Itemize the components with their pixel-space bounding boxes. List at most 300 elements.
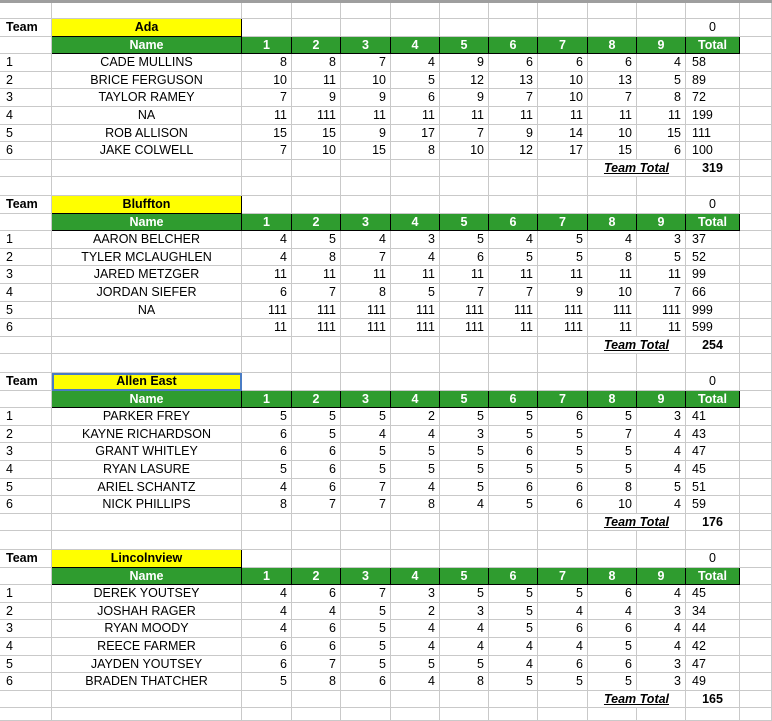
hole-score[interactable]: 8	[242, 496, 292, 514]
player-number[interactable]: 1	[0, 408, 52, 426]
player-name[interactable]: NICK PHILLIPS	[52, 496, 242, 514]
empty-cell[interactable]	[740, 142, 772, 160]
hole-score[interactable]: 5	[341, 443, 391, 461]
hole-score[interactable]: 9	[538, 284, 588, 302]
empty-cell[interactable]	[440, 337, 489, 355]
hole-score[interactable]: 4	[588, 231, 637, 249]
team-label[interactable]: Team	[0, 550, 52, 568]
hole-score[interactable]: 5	[588, 408, 637, 426]
empty-cell[interactable]	[242, 550, 292, 568]
hole-score[interactable]: 5	[292, 408, 341, 426]
hole-score[interactable]: 6	[538, 496, 588, 514]
empty-cell[interactable]	[391, 514, 440, 532]
hole-score[interactable]: 4	[637, 461, 686, 479]
empty-cell[interactable]	[292, 550, 341, 568]
team-total-value[interactable]: 165	[686, 691, 740, 709]
empty-cell[interactable]	[0, 354, 52, 373]
empty-cell[interactable]	[740, 426, 772, 444]
player-number[interactable]: 1	[0, 585, 52, 603]
hole-score[interactable]: 5	[292, 231, 341, 249]
empty-cell[interactable]	[391, 3, 440, 19]
hole-score[interactable]: 11	[341, 266, 391, 284]
player-number[interactable]: 4	[0, 638, 52, 656]
empty-cell[interactable]	[391, 550, 440, 568]
hole-header-7[interactable]: 7	[538, 214, 588, 232]
hole-score[interactable]: 8	[637, 89, 686, 107]
empty-cell[interactable]	[740, 54, 772, 72]
team-name-cell[interactable]: Bluffton	[52, 196, 242, 214]
empty-cell[interactable]	[341, 177, 391, 196]
empty-cell[interactable]	[52, 160, 242, 178]
empty-cell[interactable]	[740, 408, 772, 426]
hole-score[interactable]: 7	[637, 284, 686, 302]
hole-score[interactable]: 3	[637, 673, 686, 691]
name-header[interactable]: Name	[52, 391, 242, 409]
empty-cell[interactable]	[0, 708, 52, 721]
hole-score[interactable]: 5	[440, 479, 489, 497]
player-total[interactable]: 199	[686, 107, 740, 125]
hole-score[interactable]: 4	[242, 585, 292, 603]
empty-cell[interactable]	[52, 691, 242, 709]
empty-cell[interactable]	[0, 3, 52, 19]
empty-cell[interactable]	[588, 19, 637, 37]
empty-cell[interactable]	[391, 708, 440, 721]
empty-cell[interactable]	[440, 3, 489, 19]
empty-cell[interactable]	[637, 550, 686, 568]
empty-cell[interactable]	[538, 708, 588, 721]
empty-cell[interactable]	[637, 19, 686, 37]
empty-cell[interactable]	[440, 550, 489, 568]
empty-cell[interactable]	[341, 19, 391, 37]
hole-score[interactable]: 10	[538, 72, 588, 90]
hole-score[interactable]: 4	[391, 638, 440, 656]
player-name[interactable]: KAYNE RICHARDSON	[52, 426, 242, 444]
player-total[interactable]: 45	[686, 461, 740, 479]
empty-cell[interactable]	[52, 514, 242, 532]
empty-cell[interactable]	[538, 3, 588, 19]
player-name[interactable]: ARIEL SCHANTZ	[52, 479, 242, 497]
hole-score[interactable]: 7	[341, 54, 391, 72]
hole-header-9[interactable]: 9	[637, 214, 686, 232]
hole-score[interactable]: 4	[637, 426, 686, 444]
hole-score[interactable]: 2	[391, 408, 440, 426]
player-name[interactable]: AARON BELCHER	[52, 231, 242, 249]
hole-score[interactable]: 5	[391, 443, 440, 461]
hole-score[interactable]: 4	[341, 426, 391, 444]
hole-score[interactable]: 5	[489, 496, 538, 514]
hole-score[interactable]: 11	[242, 266, 292, 284]
hole-score[interactable]: 7	[242, 89, 292, 107]
player-name[interactable]: RYAN MOODY	[52, 620, 242, 638]
empty-cell[interactable]	[440, 373, 489, 391]
hole-score[interactable]: 111	[341, 302, 391, 320]
empty-cell[interactable]	[489, 708, 538, 721]
player-name[interactable]: RYAN LASURE	[52, 461, 242, 479]
empty-cell[interactable]	[686, 531, 740, 550]
hole-score[interactable]: 5	[341, 461, 391, 479]
hole-score[interactable]: 6	[292, 585, 341, 603]
hole-score[interactable]: 5	[588, 638, 637, 656]
empty-cell[interactable]	[440, 514, 489, 532]
hole-header-9[interactable]: 9	[637, 568, 686, 586]
empty-cell[interactable]	[538, 373, 588, 391]
empty-cell[interactable]	[489, 337, 538, 355]
hole-score[interactable]: 4	[391, 479, 440, 497]
hole-score[interactable]: 5	[440, 461, 489, 479]
hole-score[interactable]: 111	[440, 302, 489, 320]
empty-cell[interactable]	[341, 160, 391, 178]
hole-score[interactable]: 15	[341, 142, 391, 160]
hole-score[interactable]: 4	[341, 231, 391, 249]
player-number[interactable]: 4	[0, 107, 52, 125]
empty-cell[interactable]	[740, 603, 772, 621]
player-name[interactable]: JOSHAH RAGER	[52, 603, 242, 621]
hole-score[interactable]: 3	[391, 231, 440, 249]
player-total[interactable]: 51	[686, 479, 740, 497]
player-total[interactable]: 47	[686, 656, 740, 674]
team-total-value[interactable]: 319	[686, 160, 740, 178]
empty-cell[interactable]	[341, 531, 391, 550]
player-name[interactable]: JORDAN SIEFER	[52, 284, 242, 302]
hole-score[interactable]: 5	[588, 673, 637, 691]
player-number[interactable]: 6	[0, 673, 52, 691]
empty-cell[interactable]	[391, 196, 440, 214]
hole-score[interactable]: 5	[341, 638, 391, 656]
hole-score[interactable]: 4	[391, 249, 440, 267]
empty-cell[interactable]	[740, 391, 772, 409]
empty-cell[interactable]	[391, 19, 440, 37]
hole-score[interactable]: 5	[391, 72, 440, 90]
team-corner-value[interactable]: 0	[686, 550, 740, 568]
empty-cell[interactable]	[0, 568, 52, 586]
team-label[interactable]: Team	[0, 373, 52, 391]
player-total[interactable]: 45	[686, 585, 740, 603]
empty-cell[interactable]	[341, 354, 391, 373]
empty-cell[interactable]	[538, 177, 588, 196]
hole-score[interactable]: 5	[440, 443, 489, 461]
hole-score[interactable]: 5	[489, 426, 538, 444]
hole-header-2[interactable]: 2	[292, 214, 341, 232]
player-number[interactable]: 1	[0, 231, 52, 249]
empty-cell[interactable]	[740, 89, 772, 107]
total-header[interactable]: Total	[686, 214, 740, 232]
empty-cell[interactable]	[242, 354, 292, 373]
hole-score[interactable]: 5	[538, 673, 588, 691]
hole-score[interactable]: 5	[440, 408, 489, 426]
hole-score[interactable]: 11	[588, 319, 637, 337]
hole-header-8[interactable]: 8	[588, 214, 637, 232]
empty-cell[interactable]	[740, 479, 772, 497]
hole-header-1[interactable]: 1	[242, 391, 292, 409]
team-total-label[interactable]: Team Total	[588, 514, 686, 532]
empty-cell[interactable]	[0, 177, 52, 196]
player-number[interactable]: 6	[0, 319, 52, 337]
empty-cell[interactable]	[440, 531, 489, 550]
empty-cell[interactable]	[489, 160, 538, 178]
player-name[interactable]: ROB ALLISON	[52, 125, 242, 143]
hole-score[interactable]: 4	[637, 443, 686, 461]
player-name[interactable]: TAYLOR RAMEY	[52, 89, 242, 107]
hole-score[interactable]: 14	[538, 125, 588, 143]
hole-score[interactable]: 5	[538, 249, 588, 267]
hole-score[interactable]: 10	[588, 284, 637, 302]
hole-score[interactable]: 7	[341, 585, 391, 603]
player-number[interactable]: 2	[0, 426, 52, 444]
team-name-cell[interactable]: Allen East	[52, 373, 242, 391]
team-total-value[interactable]: 176	[686, 514, 740, 532]
player-total[interactable]: 58	[686, 54, 740, 72]
name-header[interactable]: Name	[52, 568, 242, 586]
empty-cell[interactable]	[538, 160, 588, 178]
empty-cell[interactable]	[292, 196, 341, 214]
hole-score[interactable]: 111	[391, 302, 440, 320]
hole-score[interactable]: 4	[292, 603, 341, 621]
empty-cell[interactable]	[740, 656, 772, 674]
empty-cell[interactable]	[440, 691, 489, 709]
empty-cell[interactable]	[686, 177, 740, 196]
hole-score[interactable]: 10	[292, 142, 341, 160]
hole-score[interactable]: 5	[588, 461, 637, 479]
hole-score[interactable]: 15	[242, 125, 292, 143]
empty-cell[interactable]	[740, 531, 772, 550]
empty-cell[interactable]	[740, 638, 772, 656]
player-name[interactable]: BRADEN THATCHER	[52, 673, 242, 691]
hole-score[interactable]: 111	[341, 319, 391, 337]
hole-header-1[interactable]: 1	[242, 37, 292, 55]
hole-score[interactable]: 11	[292, 266, 341, 284]
empty-cell[interactable]	[588, 708, 637, 721]
hole-score[interactable]: 15	[588, 142, 637, 160]
hole-header-7[interactable]: 7	[538, 391, 588, 409]
hole-score[interactable]: 7	[588, 89, 637, 107]
hole-header-6[interactable]: 6	[489, 37, 538, 55]
player-total[interactable]: 66	[686, 284, 740, 302]
player-total[interactable]: 72	[686, 89, 740, 107]
player-number[interactable]: 5	[0, 479, 52, 497]
empty-cell[interactable]	[52, 337, 242, 355]
empty-cell[interactable]	[440, 19, 489, 37]
player-number[interactable]: 1	[0, 54, 52, 72]
hole-score[interactable]: 6	[588, 620, 637, 638]
player-name[interactable]: BRICE FERGUSON	[52, 72, 242, 90]
empty-cell[interactable]	[740, 337, 772, 355]
empty-cell[interactable]	[637, 531, 686, 550]
hole-score[interactable]: 3	[637, 408, 686, 426]
player-number[interactable]: 6	[0, 142, 52, 160]
team-total-label[interactable]: Team Total	[588, 691, 686, 709]
hole-score[interactable]: 6	[391, 89, 440, 107]
hole-score[interactable]: 6	[538, 54, 588, 72]
empty-cell[interactable]	[489, 3, 538, 19]
hole-score[interactable]: 15	[637, 125, 686, 143]
hole-score[interactable]: 7	[440, 125, 489, 143]
hole-score[interactable]: 4	[440, 620, 489, 638]
player-number[interactable]: 5	[0, 656, 52, 674]
hole-score[interactable]: 11	[292, 72, 341, 90]
hole-score[interactable]: 111	[538, 302, 588, 320]
team-corner-value[interactable]: 0	[686, 196, 740, 214]
hole-header-4[interactable]: 4	[391, 37, 440, 55]
hole-score[interactable]: 8	[292, 673, 341, 691]
hole-score[interactable]: 4	[489, 638, 538, 656]
empty-cell[interactable]	[391, 337, 440, 355]
empty-cell[interactable]	[740, 177, 772, 196]
hole-header-7[interactable]: 7	[538, 37, 588, 55]
empty-cell[interactable]	[740, 514, 772, 532]
hole-score[interactable]: 11	[489, 107, 538, 125]
empty-cell[interactable]	[341, 3, 391, 19]
empty-cell[interactable]	[538, 514, 588, 532]
player-total[interactable]: 89	[686, 72, 740, 90]
hole-score[interactable]: 3	[637, 603, 686, 621]
empty-cell[interactable]	[52, 354, 242, 373]
hole-score[interactable]: 3	[637, 656, 686, 674]
empty-cell[interactable]	[740, 72, 772, 90]
empty-cell[interactable]	[292, 514, 341, 532]
player-number[interactable]: 3	[0, 443, 52, 461]
hole-score[interactable]: 5	[341, 656, 391, 674]
player-name[interactable]: DEREK YOUTSEY	[52, 585, 242, 603]
hole-header-8[interactable]: 8	[588, 568, 637, 586]
hole-score[interactable]: 4	[489, 231, 538, 249]
empty-cell[interactable]	[242, 19, 292, 37]
hole-score[interactable]: 8	[391, 496, 440, 514]
empty-cell[interactable]	[637, 3, 686, 19]
empty-cell[interactable]	[242, 177, 292, 196]
team-total-label[interactable]: Team Total	[588, 160, 686, 178]
empty-cell[interactable]	[0, 391, 52, 409]
hole-score[interactable]: 4	[242, 231, 292, 249]
player-total[interactable]: 49	[686, 673, 740, 691]
hole-score[interactable]: 5	[242, 408, 292, 426]
hole-header-3[interactable]: 3	[341, 391, 391, 409]
hole-score[interactable]: 5	[637, 249, 686, 267]
hole-score[interactable]: 5	[538, 231, 588, 249]
player-number[interactable]: 5	[0, 125, 52, 143]
hole-score[interactable]: 111	[489, 302, 538, 320]
hole-score[interactable]: 5	[489, 603, 538, 621]
empty-cell[interactable]	[292, 3, 341, 19]
empty-cell[interactable]	[292, 354, 341, 373]
player-number[interactable]: 3	[0, 266, 52, 284]
hole-score[interactable]: 6	[341, 673, 391, 691]
empty-cell[interactable]	[52, 531, 242, 550]
hole-score[interactable]: 3	[637, 231, 686, 249]
empty-cell[interactable]	[489, 177, 538, 196]
hole-header-6[interactable]: 6	[489, 568, 538, 586]
hole-score[interactable]: 4	[538, 638, 588, 656]
empty-cell[interactable]	[588, 3, 637, 19]
empty-cell[interactable]	[292, 19, 341, 37]
empty-cell[interactable]	[391, 691, 440, 709]
hole-header-3[interactable]: 3	[341, 568, 391, 586]
hole-header-6[interactable]: 6	[489, 391, 538, 409]
empty-cell[interactable]	[0, 160, 52, 178]
hole-score[interactable]: 4	[637, 496, 686, 514]
hole-score[interactable]: 7	[588, 426, 637, 444]
hole-score[interactable]: 6	[242, 284, 292, 302]
empty-cell[interactable]	[0, 691, 52, 709]
hole-score[interactable]: 11	[588, 107, 637, 125]
player-name[interactable]: JAKE COLWELL	[52, 142, 242, 160]
player-total[interactable]: 37	[686, 231, 740, 249]
hole-score[interactable]: 13	[588, 72, 637, 90]
hole-score[interactable]: 5	[637, 479, 686, 497]
hole-score[interactable]: 6	[538, 479, 588, 497]
empty-cell[interactable]	[637, 373, 686, 391]
hole-score[interactable]: 5	[538, 461, 588, 479]
hole-score[interactable]: 7	[341, 479, 391, 497]
hole-score[interactable]: 5	[391, 284, 440, 302]
hole-score[interactable]: 4	[242, 620, 292, 638]
empty-cell[interactable]	[440, 354, 489, 373]
hole-header-2[interactable]: 2	[292, 37, 341, 55]
empty-cell[interactable]	[242, 337, 292, 355]
hole-header-1[interactable]: 1	[242, 568, 292, 586]
hole-score[interactable]: 111	[391, 319, 440, 337]
empty-cell[interactable]	[242, 160, 292, 178]
team-label[interactable]: Team	[0, 19, 52, 37]
player-total[interactable]: 41	[686, 408, 740, 426]
empty-cell[interactable]	[440, 196, 489, 214]
empty-cell[interactable]	[740, 620, 772, 638]
empty-cell[interactable]	[242, 708, 292, 721]
hole-score[interactable]: 11	[391, 266, 440, 284]
hole-score[interactable]: 7	[341, 496, 391, 514]
hole-score[interactable]: 4	[242, 479, 292, 497]
hole-score[interactable]: 11	[538, 266, 588, 284]
empty-cell[interactable]	[740, 214, 772, 232]
hole-score[interactable]: 13	[489, 72, 538, 90]
empty-cell[interactable]	[242, 691, 292, 709]
hole-header-6[interactable]: 6	[489, 214, 538, 232]
empty-cell[interactable]	[637, 708, 686, 721]
empty-cell[interactable]	[341, 708, 391, 721]
hole-score[interactable]: 6	[489, 479, 538, 497]
hole-score[interactable]: 11	[637, 319, 686, 337]
hole-score[interactable]: 11	[242, 107, 292, 125]
hole-score[interactable]: 8	[341, 284, 391, 302]
player-name[interactable]: JARED METZGER	[52, 266, 242, 284]
empty-cell[interactable]	[740, 461, 772, 479]
empty-cell[interactable]	[242, 531, 292, 550]
hole-score[interactable]: 8	[292, 249, 341, 267]
hole-score[interactable]: 9	[440, 54, 489, 72]
empty-cell[interactable]	[538, 531, 588, 550]
hole-score[interactable]: 10	[588, 125, 637, 143]
hole-header-3[interactable]: 3	[341, 214, 391, 232]
empty-cell[interactable]	[740, 319, 772, 337]
hole-score[interactable]: 5	[341, 603, 391, 621]
hole-score[interactable]: 17	[391, 125, 440, 143]
empty-cell[interactable]	[588, 354, 637, 373]
player-total[interactable]: 599	[686, 319, 740, 337]
player-name[interactable]: PARKER FREY	[52, 408, 242, 426]
player-total[interactable]: 47	[686, 443, 740, 461]
hole-score[interactable]: 10	[242, 72, 292, 90]
empty-cell[interactable]	[538, 691, 588, 709]
empty-cell[interactable]	[588, 177, 637, 196]
hole-score[interactable]: 7	[489, 89, 538, 107]
empty-cell[interactable]	[341, 514, 391, 532]
hole-score[interactable]: 10	[341, 72, 391, 90]
player-total[interactable]: 44	[686, 620, 740, 638]
player-total[interactable]: 100	[686, 142, 740, 160]
empty-cell[interactable]	[740, 196, 772, 214]
empty-cell[interactable]	[637, 354, 686, 373]
player-total[interactable]: 34	[686, 603, 740, 621]
hole-score[interactable]: 6	[292, 479, 341, 497]
